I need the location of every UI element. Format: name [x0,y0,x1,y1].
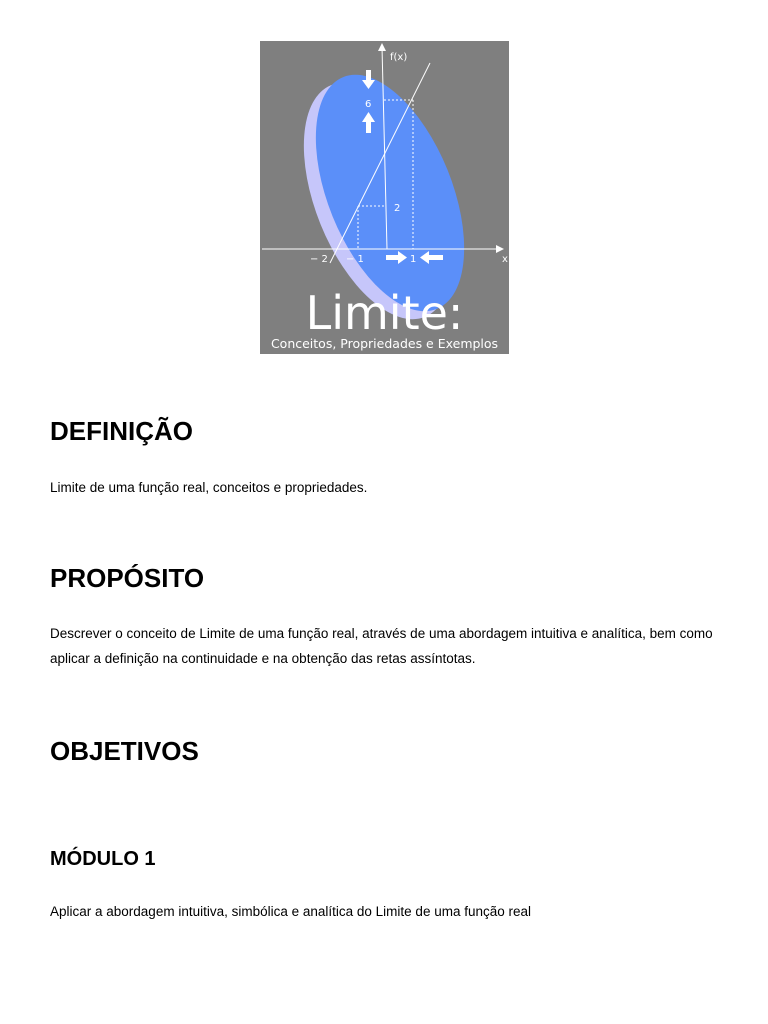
section-heading-proposito: PROPÓSITO [50,563,205,593]
tick-label-2: 2 [394,203,401,214]
section-heading-objetivos: OBJETIVOS [50,736,199,766]
section-text-proposito: Descrever o conceito de Limite de uma função real, através de uma abordagem intuitiva e analítica, bem como aplicar a definição na continuidade e na obtenção das retas assíntotas. [50,626,713,666]
module-heading-1: MÓDULO 1 [50,848,156,870]
tick-label-neg1: − 1 [346,254,364,265]
y-axis-arrow-icon [378,43,386,51]
y-axis-label: f(x) [390,52,408,63]
section-text-definicao: Limite de uma função real, conceitos e propriedades. [50,480,368,495]
x-axis-arrow-icon [496,245,504,253]
tick-label-1: 1 [410,254,417,265]
section-heading-definicao: DEFINIÇÃO [50,416,193,446]
tick-label-6: 6 [365,99,372,110]
module-text-1: Aplicar a abordagem intuitiva, simbólica e analítica do Limite de uma função real [50,904,532,919]
cover-image [260,41,509,354]
tick-label-neg2: − 2 [310,254,328,265]
cover-subtitle: Conceitos, Propriedades e Exemplos [270,336,499,351]
cover-title: Limite: [305,286,464,340]
x-axis-label: x [502,254,508,265]
